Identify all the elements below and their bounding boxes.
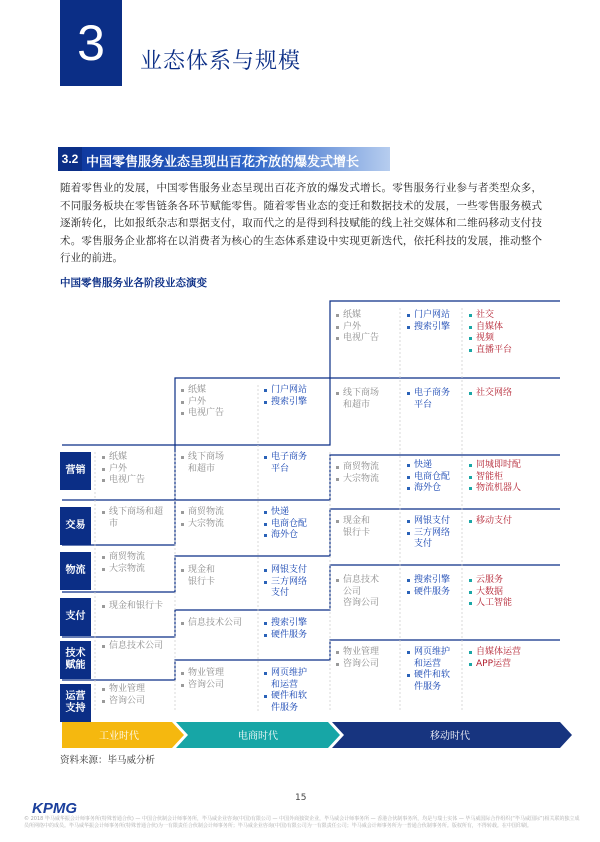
bullet-icon <box>181 622 184 625</box>
cell-line: 纸媒 <box>188 385 224 397</box>
figure-cell <box>343 310 379 345</box>
row-label: 技术 赋能 <box>60 641 91 679</box>
cell-line: 人工智能 <box>476 598 512 610</box>
bullet-icon <box>336 466 339 469</box>
bullet-icon <box>407 579 410 582</box>
bullet-icon <box>469 663 472 666</box>
page-number: 15 <box>295 793 307 803</box>
cell-line: 户外 <box>109 464 145 476</box>
cell-line: 自媒体运营 <box>476 647 521 659</box>
row-label: 交易 <box>60 507 91 545</box>
cell-line: 快递 <box>414 460 450 472</box>
figure-cell <box>271 507 307 542</box>
cell-line: 线下商场 <box>188 452 224 464</box>
figure-cell <box>271 618 307 641</box>
cell-line: 搜索引擎 <box>414 322 450 334</box>
cell-line: 电子商务 <box>414 388 450 400</box>
bullet-icon <box>407 392 410 395</box>
figure-cell <box>271 452 307 475</box>
bullet-icon <box>264 581 267 584</box>
cell-line: 硬件服务 <box>271 630 307 642</box>
cell-line: 信息技术公司 <box>188 618 242 630</box>
figure-cell <box>414 388 450 411</box>
cell-line: 咨询公司 <box>343 659 379 671</box>
bullet-icon <box>264 534 267 537</box>
cell-line: 市 <box>109 518 119 529</box>
bullet-icon <box>469 579 472 582</box>
figure-title: 中国零售服务业各阶段业态演变 <box>60 277 207 289</box>
bullet-icon <box>336 392 339 395</box>
cell-line: 和超市 <box>343 399 371 410</box>
figure-cell <box>271 565 307 600</box>
bullet-icon <box>469 326 472 329</box>
cell-line: 线下商场 <box>343 388 379 400</box>
cell-line: 现金和银行卡 <box>109 601 163 613</box>
cell-line: 视频 <box>476 333 512 345</box>
bullet-icon <box>102 688 105 691</box>
bullet-icon <box>336 337 339 340</box>
bullet-icon <box>264 389 267 392</box>
bullet-icon <box>469 520 472 523</box>
cell-line: 户外 <box>343 322 379 334</box>
cell-line: 搜索引擎 <box>271 397 307 409</box>
bullet-icon <box>336 651 339 654</box>
figure-cell <box>414 647 450 693</box>
cell-line: 咨询公司 <box>109 696 145 708</box>
figure-cell <box>476 388 512 400</box>
bullet-icon <box>264 511 267 514</box>
bullet-icon <box>264 401 267 404</box>
figure-cell <box>414 460 450 495</box>
figure-cell <box>343 516 370 539</box>
cell-line: 门户网站 <box>414 310 450 322</box>
cell-line: 咨询公司 <box>188 680 224 692</box>
cell-line: 银行卡 <box>343 527 371 538</box>
cell-line: 电商仓配 <box>271 519 307 531</box>
bullet-icon <box>336 663 339 666</box>
cell-line: 现金和 <box>343 516 370 528</box>
row-label: 运营 支持 <box>60 684 91 722</box>
cell-line: 网页维护 <box>271 668 307 680</box>
chapter-number: 3 <box>77 15 105 71</box>
bullet-icon <box>469 314 472 317</box>
bullet-icon <box>336 326 339 329</box>
cell-line: 大宗物流 <box>188 519 224 531</box>
cell-line: 社交 <box>476 310 512 322</box>
bullet-icon <box>336 520 339 523</box>
bullet-icon <box>102 605 105 608</box>
bullet-icon <box>264 523 267 526</box>
cell-line: 电视广告 <box>343 333 379 345</box>
cell-line: 海外仓 <box>271 530 307 542</box>
cell-line: 移动支付 <box>476 516 512 528</box>
bullet-icon <box>469 464 472 467</box>
bullet-icon <box>181 456 184 459</box>
cell-line: 电视广告 <box>109 475 145 487</box>
footer-disclaimer: © 2018 毕马威华振会计师事务所(特殊普通合伙) — 中国合伙制会计师事务所，毕马威企业咨询(中国)有限公司 — 中国外商独资企业，毕马威会计师事务所 — 香港合伙制事务所，均是与瑞士实体 — 毕马威国际合作组织(“毕马威国际”)相关联的独立成员所网络中的成员。毕马威华振会计师事务所(特殊普通合伙)为一有限责任合伙制会计师事务所；毕马威企业咨询(中国)有限公司为一有限责任公司；毕马威会计师事务所为一普通合伙制事务所。版权所有，不得转载。在中国印刷。 <box>24 816 580 829</box>
figure-cell <box>343 575 379 610</box>
cell-line: 大数据 <box>476 587 512 599</box>
cell-line: 件服务 <box>414 681 442 692</box>
cell-line: 电视广告 <box>188 408 224 420</box>
cell-line: 商贸物流 <box>109 552 145 564</box>
bullet-icon <box>102 700 105 703</box>
bullet-icon <box>407 532 410 535</box>
bullet-icon <box>407 520 410 523</box>
cell-line: 物业管理 <box>343 647 379 659</box>
bullet-icon <box>181 569 184 572</box>
row-label: 物流 <box>60 552 91 590</box>
bullet-icon <box>181 684 184 687</box>
bullet-icon <box>336 314 339 317</box>
cell-line: 支付 <box>271 588 290 598</box>
bullet-icon <box>102 645 105 648</box>
bullet-icon <box>336 579 339 582</box>
figure-cell <box>188 385 224 420</box>
bullet-icon <box>336 478 339 481</box>
cell-line: 三方网络 <box>271 577 307 589</box>
figure-cell <box>188 507 224 530</box>
cell-line: 硬件和软 <box>414 670 450 682</box>
bullet-icon <box>469 392 472 395</box>
figure-cell <box>109 507 163 530</box>
era-label-mobile: 移动时代 <box>430 731 470 742</box>
cell-line: 云服务 <box>476 575 512 587</box>
bullet-icon <box>469 337 472 340</box>
figure-cell <box>476 516 512 528</box>
bullet-icon <box>264 569 267 572</box>
bullet-icon <box>102 468 105 471</box>
cell-line: 直播平台 <box>476 345 512 357</box>
cell-line: 大宗物流 <box>109 564 145 576</box>
cell-line: 信息技术公司 <box>109 641 163 653</box>
cell-line: 硬件服务 <box>414 587 450 599</box>
cell-line: 自媒体 <box>476 322 512 334</box>
cell-line: APP运营 <box>476 659 521 671</box>
era-label-ecommerce: 电商时代 <box>238 731 278 742</box>
bullet-icon <box>181 511 184 514</box>
figure-cell <box>188 618 242 630</box>
bullet-icon <box>407 591 410 594</box>
bullet-icon <box>102 568 105 571</box>
cell-line: 智能柜 <box>476 472 521 484</box>
figure-cell <box>476 460 521 495</box>
cell-line: 纸媒 <box>343 310 379 322</box>
chapter-title: 业态体系与规模 <box>140 49 302 74</box>
bullet-icon <box>469 602 472 605</box>
cell-line: 搜索引擎 <box>271 618 307 630</box>
bullet-icon <box>469 591 472 594</box>
bullet-icon <box>407 651 410 654</box>
figure-cell <box>188 668 224 691</box>
kpmg-logo: KPMG <box>32 800 77 817</box>
bullet-icon <box>407 314 410 317</box>
figure-cell <box>109 601 163 613</box>
figure-cell <box>476 647 521 670</box>
figure-cell <box>109 452 145 487</box>
cell-line: 快递 <box>271 507 307 519</box>
figure-cell <box>271 668 307 714</box>
bullet-icon <box>102 456 105 459</box>
cell-line: 门户网站 <box>271 385 307 397</box>
bullet-icon <box>264 456 267 459</box>
figure-cell <box>109 641 163 653</box>
cell-line: 大宗物流 <box>343 474 379 486</box>
cell-line: 三方网络 <box>414 528 450 540</box>
figure-cell <box>343 647 379 670</box>
bullet-icon <box>469 349 472 352</box>
cell-line: 物业管理 <box>188 668 224 680</box>
cell-line: 社交网络 <box>476 388 512 400</box>
bullet-icon <box>264 622 267 625</box>
figure-cell <box>271 385 307 408</box>
cell-line: 网银支付 <box>414 516 450 528</box>
figure-cell <box>109 552 145 575</box>
figure-cell <box>343 462 379 485</box>
bullet-icon <box>469 487 472 490</box>
cell-line: 商贸物流 <box>343 462 379 474</box>
cell-line: 件服务 <box>271 702 299 713</box>
cell-line: 同城即时配 <box>476 460 521 472</box>
bullet-icon <box>264 695 267 698</box>
cell-line: 支付 <box>414 539 433 549</box>
figure-cell <box>188 565 215 588</box>
bullet-icon <box>407 487 410 490</box>
cell-line: 电子商务 <box>271 452 307 464</box>
cell-line: 信息技术 <box>343 575 379 587</box>
bullet-icon <box>407 476 410 479</box>
bullet-icon <box>181 412 184 415</box>
cell-line: 户外 <box>188 397 224 409</box>
bullet-icon <box>102 511 105 514</box>
cell-line: 银行卡 <box>188 576 216 587</box>
cell-line: 商贸物流 <box>188 507 224 519</box>
row-label: 支付 <box>60 598 91 636</box>
bullet-icon <box>469 651 472 654</box>
source-note: 资料来源：毕马威分析 <box>60 755 156 766</box>
cell-line: 物业管理 <box>109 684 145 696</box>
cell-line: 搜索引擎 <box>414 575 450 587</box>
bullet-icon <box>407 326 410 329</box>
section-title: 中国零售服务业态呈现出百花齐放的爆发式增长 <box>86 155 360 170</box>
bullet-icon <box>181 389 184 392</box>
cell-line: 线下商场和超 <box>109 507 163 519</box>
bullet-icon <box>264 672 267 675</box>
figure-cell <box>188 452 224 475</box>
figure-cell <box>343 388 379 411</box>
cell-line: 物流机器人 <box>476 483 521 495</box>
cell-line: 和超市 <box>188 463 216 474</box>
row-label: 营销 <box>60 452 91 490</box>
figure-cell <box>476 310 512 356</box>
figure-cell <box>476 575 512 610</box>
bullet-icon <box>181 401 184 404</box>
section-number: 3.2 <box>58 147 82 171</box>
bullet-icon <box>102 479 105 482</box>
figure-cell <box>414 516 450 551</box>
era-label-industrial: 工业时代 <box>99 731 139 742</box>
cell-line: 海外仓 <box>414 483 450 495</box>
bullet-icon <box>407 464 410 467</box>
bullet-icon <box>407 674 410 677</box>
cell-line: 和运营 <box>271 679 299 690</box>
cell-line: 咨询公司 <box>343 598 380 608</box>
cell-line: 公司 <box>343 586 362 597</box>
bullet-icon <box>181 523 184 526</box>
cell-line: 电商仓配 <box>414 472 450 484</box>
body-paragraph: 随着零售业的发展，中国零售服务业态呈现出百花齐放的爆发式增长。零售服务行业参与者类型众多，不同服务板块在零售链条各环节赋能零售。随着零售业态的变迁和数据技术的发展，一些零售服务模式逐渐转化，比如报纸杂志和票据支付，取而代之的是得到科技赋能的线上社交媒体和二维码移动支付技术。零售服务企业都将在以消费者为核心的生态体系建设中实现更新迭代，依托科技的发展，推动整个行业的前进。 <box>60 182 542 264</box>
bullet-icon <box>469 476 472 479</box>
cell-line: 硬件和软 <box>271 691 307 703</box>
bullet-icon <box>102 556 105 559</box>
cell-line: 网页维护 <box>414 647 450 659</box>
figure-cell <box>414 575 450 598</box>
bullet-icon <box>181 672 184 675</box>
figure-cell <box>414 310 450 333</box>
cell-line: 平台 <box>271 463 290 474</box>
cell-line: 现金和 <box>188 565 215 577</box>
bullet-icon <box>264 634 267 637</box>
cell-line: 和运营 <box>414 658 442 669</box>
cell-line: 平台 <box>414 399 433 410</box>
cell-line: 网银支付 <box>271 565 307 577</box>
figure-cell <box>109 684 145 707</box>
cell-line: 纸媒 <box>109 452 145 464</box>
